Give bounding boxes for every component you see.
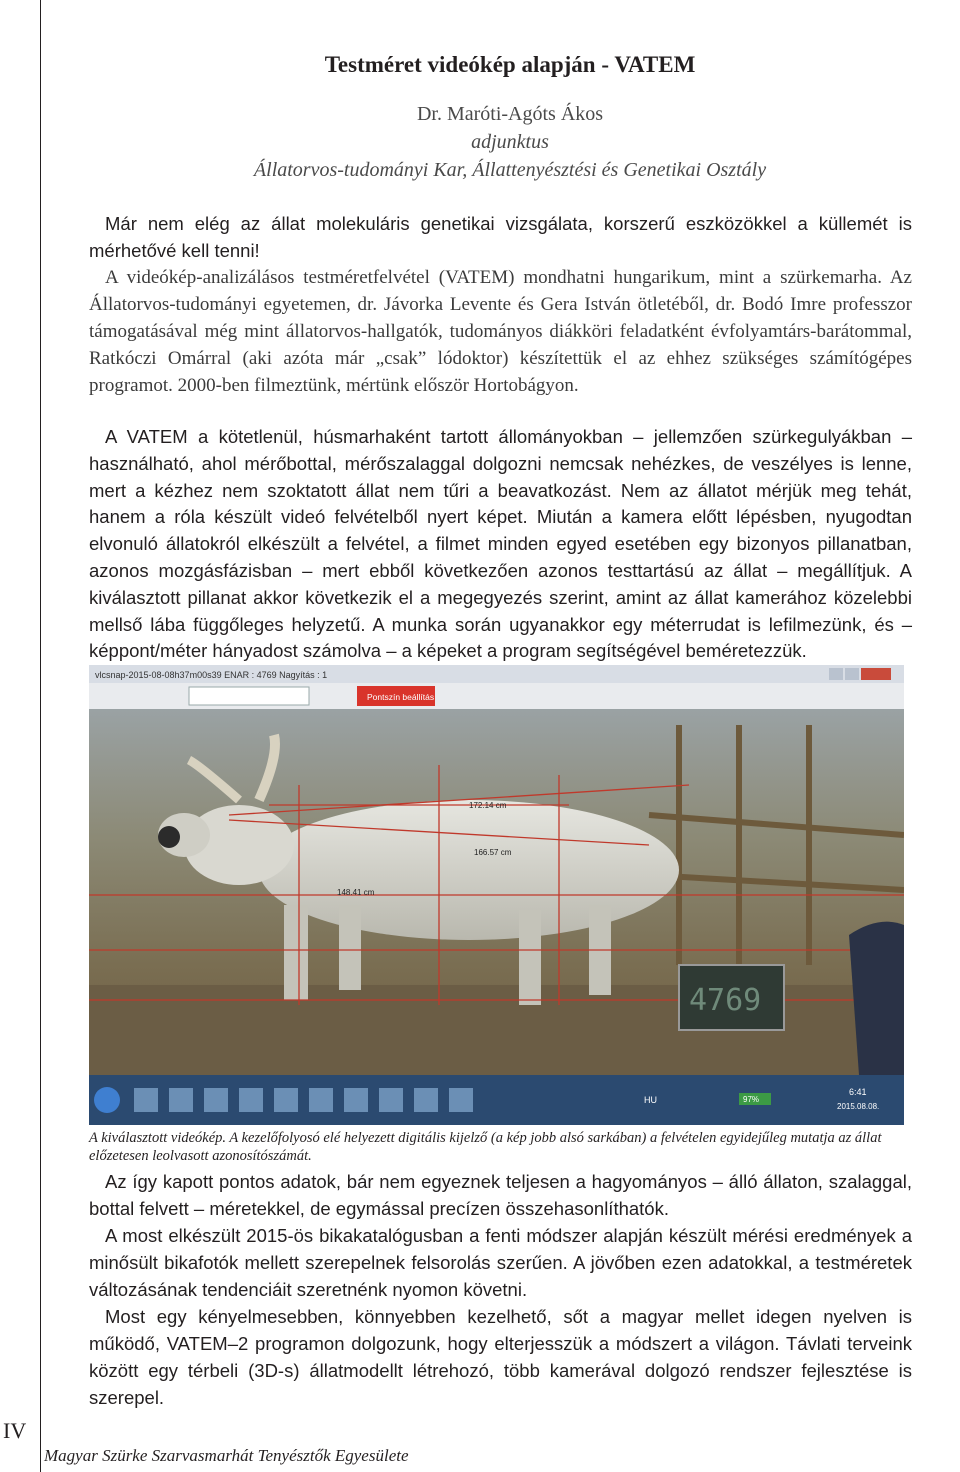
close-icon[interactable] (861, 668, 891, 680)
taskbar-icon[interactable] (204, 1088, 228, 1112)
taskbar-icon[interactable] (414, 1088, 438, 1112)
video-frame-image (89, 665, 904, 1125)
battery-level: 97% (743, 1095, 760, 1104)
article-title: Testméret videókép alapján - VATEM (324, 52, 696, 77)
input-field[interactable] (189, 687, 309, 705)
display-number: 4769 (689, 983, 762, 1018)
author-department: Állatorvos-tudományi Kar, Állattenyésztési és Genetikai Osztály (253, 159, 767, 181)
measurement-label-3: 148.41 cm (337, 888, 375, 897)
color-settings-label: Pontszín beállítás (367, 692, 435, 702)
body-paragraph-2: A VATEM a kötetlenül, húsmarhaként tartott állományokban – jellemzően szürkegulyákban –használható, ahol mérőbottal, mérőszalaggal dolgozni nemcsak nehézkes, de veszélyes is lenne, mert a kézhez nem szoktatott állat nem tűri a beavatkozást. Nem az állatot mérjük meg tehát, hanem a róla készült videó felvételből nyert képet. Miután a kamera előtt lépésben, nyugodtan elvonuló állatokról elkészült a felvétel, a filmet minden egyed esetében egy bizonyos pillanatban, azonos mozgásfázisban – mert ebből következően azonos testtartású az állat – megállítjuk. A kiválasztott pillanat akkor következik el a megegyezés szerint, amint az állat kamerához közelebbi mellső lába függőleges helyzetű. A munka során ugyanakkor egy méterrudat is lefilmezünk, és – képpont/méter hányadost számolva – a képeket a program segítségével beméretezzük. (89, 426, 912, 662)
measurement-label-1: 172.14 cm (469, 801, 507, 810)
taskbar-icon[interactable] (344, 1088, 368, 1112)
taskbar-icon[interactable] (309, 1088, 333, 1112)
taskbar-icon[interactable] (239, 1088, 263, 1112)
intro-paragraph: Már nem elég az állat molekuláris genetikai vizsgálata, korszerű eszközökkel a küllemét is mérhetővé kell tenni! (89, 213, 912, 261)
author-name: Dr. Maróti-Agóts Ákos (416, 103, 604, 125)
window-title: vlcsnap-2015-08-08h37m00s39 ENAR : 4769 Nagyítás : 1 (95, 670, 328, 680)
video-frame-figure (89, 665, 904, 1125)
taskbar-icon[interactable] (274, 1088, 298, 1112)
measurement-label-2: 166.57 cm (474, 848, 512, 857)
clock-time: 6:41 (849, 1087, 867, 1097)
clock-date: 2015.08.08. (837, 1102, 880, 1111)
taskbar-icon[interactable] (449, 1088, 473, 1112)
taskbar-icon[interactable] (379, 1088, 403, 1112)
taskbar-icon[interactable] (134, 1088, 158, 1112)
language-indicator: HU (644, 1095, 657, 1105)
after-paragraph-3: Most egy kényelmesebben, könnyebben kezelhető, sőt a magyar mellet idegen nyelven is működő, VATEM–2 programon dolgozunk, hogy elterjesszük a módszert a világon. Távlati terveink között egy térbeli (3D-s) állatmodellt létrehozó, több kamerával dolgozó rendszer fejlesztése is szerepel. (89, 1306, 912, 1408)
footer-text: Magyar Szürke Szarvasmarhát Tenyésztők Egyesülete (44, 1446, 409, 1465)
taskbar-icon[interactable] (169, 1088, 193, 1112)
body-paragraph-1: A videókép-analizálásos testméretfelvétel (VATEM) mondhatni hungarikum, mint a szürkemarha. Az Állatorvos-tudományi egyetemen, dr. Jávorka Levente és Gera István ötletéből, dr. Bodó Imre professzor támogatásával még mint állatorvos-hallgatók, tudományos diákköri feladatként évfolyamtárs-barátommal, Ratkóczi Omárral (aki azóta már „csak” lódoktor) készítettük el az ehhez szükséges számítógépes programot. 2000-ben filmeztünk, mértünk először Hortobágyon. (89, 267, 912, 396)
after-paragraph-1: Az így kapott pontos adatok, bár nem egyeznek teljesen a hagyományos – álló állaton, szalaggal, bottal felvett – méretekkel, de egymással precízen összehasonlíthatók. (89, 1171, 912, 1219)
start-icon[interactable] (94, 1087, 120, 1113)
after-paragraph-2: A most elkészült 2015-ös bikakatalógusban a fenti módszer alapján készült mérési eredmények a minősült bikafotók mellett szerepelnek felsorolás szerűen. A jövőben ezen adatokkal, a testméretek változásának tendenciáit szeretnénk nyomon követni. (89, 1225, 912, 1300)
figure-caption: A kiválasztott videókép. A kezelőfolyosó elé helyezett digitális kijelző (a kép jobb alsó sarkában) a felvételen egyidejűleg mutatja az állat előzetesen leolvasott azonosítószámát. (89, 1130, 882, 1164)
author-role: adjunktus (471, 131, 549, 153)
page-number: IV (3, 1418, 27, 1443)
